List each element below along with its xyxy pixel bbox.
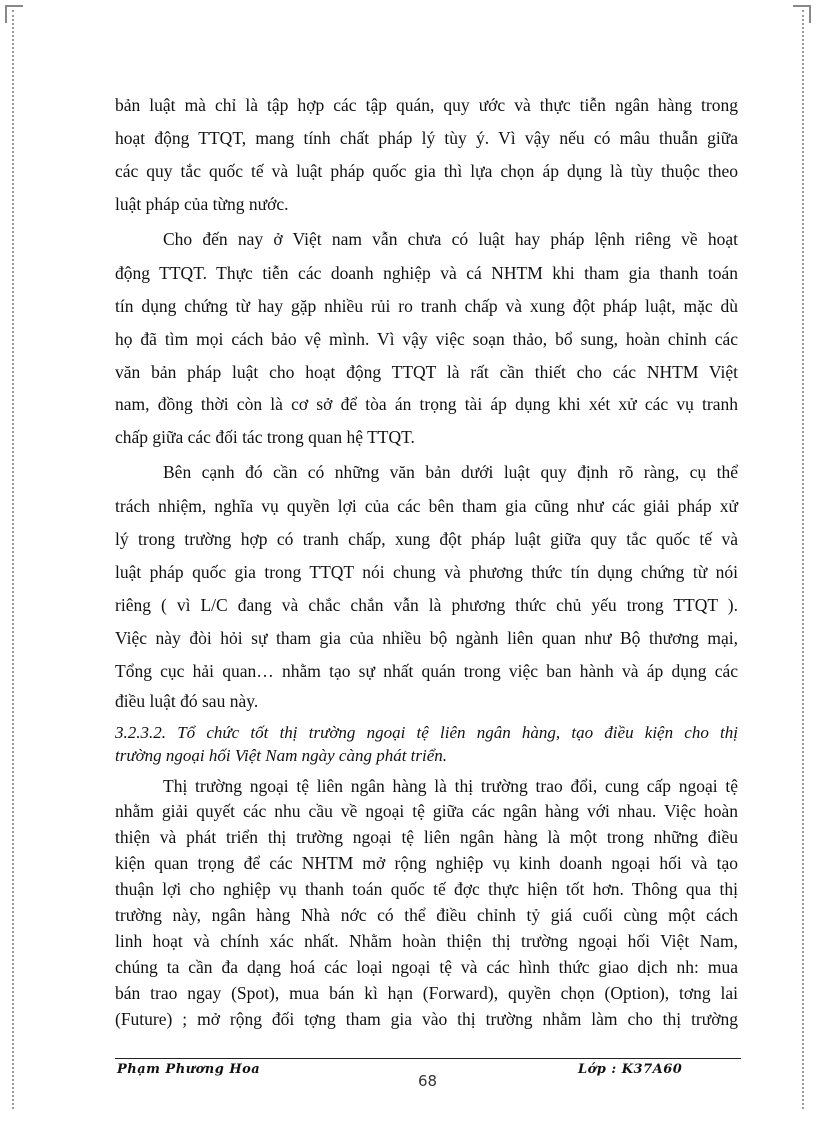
text-line: hoạt động TTQT, mang tính chất pháp lý tùy ý. Vì vậy nếu có mâu thuẫn giữa [115, 128, 738, 148]
text-line: lý trong trường hợp có tranh chấp, xung đột pháp luật giữa quy tắc quốc tế và [115, 529, 738, 549]
text-line: trách nhiệm, nghĩa vụ quyền lợi của các bên tham gia cũng như các giải pháp xử [115, 496, 738, 516]
text-line: thiện và phát triển thị trường ngoại tệ liên ngân hàng là một trong những điều [115, 827, 738, 847]
text-line: chúng ta cần đa dạng hoá các loại ngoại tệ và các hình thức giao dịch nh: mua [115, 957, 738, 977]
text-line: nam, đồng thời còn là cơ sở để tòa án trọng tài áp dụng khi xét xử các vụ tranh [115, 394, 738, 414]
text-line: Việc này đòi hỏi sự tham gia của nhiều bộ ngành liên quan như Bộ thương mại, [115, 628, 738, 648]
text-line: (Future) ; mở rộng đối tợng tham gia vào thị trường nhằm làm cho thị trường [115, 1009, 738, 1029]
text-line: bán trao ngay (Spot), mua bán kì hạn (Forward), quyền chọn (Option), tơng lai [115, 983, 738, 1003]
section-heading: trường ngoại hối Việt Nam ngày càng phát triển. [115, 746, 448, 765]
text-line: luật pháp quốc gia trong TTQT nói chung và phương thức tín dụng chứng từ nói [115, 562, 738, 582]
text-line: trường này, ngân hàng Nhà nớc có thể điều chỉnh tỷ giá cuối cùng một cách [115, 905, 738, 925]
text-line: Thị trường ngoại tệ liên ngân hàng là thị trường trao đổi, cung cấp ngoại tệ [163, 776, 738, 796]
footer-class: Lớp : K37A60 [578, 1062, 683, 1077]
page-number: 68 [418, 1072, 438, 1090]
text-line: các quy tắc quốc tế và luật pháp quốc gia thì lựa chọn áp dụng là tùy thuộc theo [115, 161, 738, 181]
text-line: văn bản pháp luật cho hoạt động TTQT là rất cần thiết cho các NHTM Việt [115, 362, 738, 382]
text-line: động TTQT. Thực tiễn các doanh nghiệp và cá NHTM khi tham gia thanh toán [115, 263, 738, 283]
corner-mark-left [5, 5, 23, 23]
footer-author: Phạm Phương Hoa [117, 1062, 261, 1077]
footer-divider [115, 1058, 741, 1059]
text-line: điều luật đó sau này. [115, 691, 259, 711]
text-line: Bên cạnh đó cần có những văn bản dưới luật quy định rõ ràng, cụ thể [163, 462, 738, 482]
text-line: nhằm giải quyết các nhu cầu về ngoại tệ giữa các ngân hàng với nhau. Việc hoàn [115, 801, 738, 821]
text-line: tín dụng chứng từ hay gặp nhiều rủi ro tranh chấp và xung đột pháp luật, mặc dù [115, 296, 738, 316]
text-line: thuận lợi cho nghiệp vụ thanh toán quốc tế đợc thực hiện tốt hơn. Thông qua thị [115, 879, 738, 899]
text-line: Tổng cục hải quan… nhằm tạo sự nhất quán trong việc ban hành và áp dụng các [115, 661, 738, 681]
text-line: riêng ( vì L/C đang và chắc chắn vẫn là phương thức chủ yếu trong TTQT ). [115, 595, 738, 615]
text-line: kiện quan trọng để các NHTM mở rộng nghiệp vụ kinh doanh ngoại hối và tạo [115, 853, 738, 873]
text-line: Cho đến nay ở Việt nam vẫn chưa có luật hay pháp lệnh riêng về hoạt [163, 229, 738, 249]
text-line: bản luật mà chỉ là tập hợp các tập quán, quy ước và thực tiễn ngân hàng trong [115, 95, 738, 115]
text-line: luật pháp của từng nước. [115, 194, 289, 214]
section-heading: 3.2.3.2. Tổ chức tốt thị trường ngoại tệ liên ngân hàng, tạo điều kiện cho thị [115, 723, 738, 742]
corner-mark-right [793, 5, 811, 23]
text-line: linh hoạt và chính xác nhất. Nhằm hoàn thiện thị trường ngoại hối Việt Nam, [115, 931, 738, 951]
text-line: họ đã tìm mọi cách bảo vệ mình. Vì vậy việc soạn thảo, bổ sung, hoàn chỉnh các [115, 329, 738, 349]
text-line: chấp giữa các đối tác trong quan hệ TTQT. [115, 427, 415, 447]
